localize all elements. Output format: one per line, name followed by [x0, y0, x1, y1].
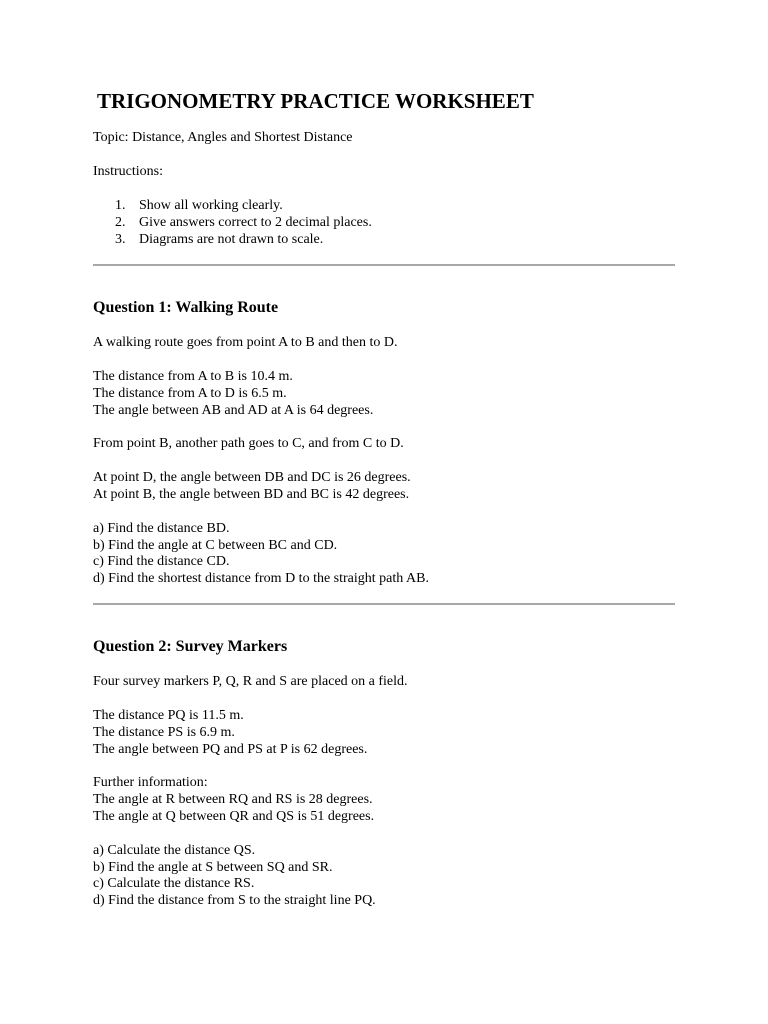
question-text: Four survey markers P, Q, R and S are placed on a field.	[93, 674, 408, 689]
topic-line: Topic: Distance, Angles and Shortest Distance	[93, 130, 353, 145]
question-part: a) Calculate the distance QS.	[93, 843, 256, 858]
question-1-heading: Question 1: Walking Route	[93, 299, 279, 316]
question-part: d) Find the distance from S to the straight line PQ.	[93, 893, 376, 908]
question-part: c) Calculate the distance RS.	[93, 876, 255, 891]
section-divider	[93, 603, 675, 605]
instructions-label: Instructions:	[93, 164, 163, 179]
section-divider	[93, 264, 675, 266]
question-text: The distance from A to B is 10.4 m.	[93, 369, 293, 384]
question-text: The angle at R between RQ and RS is 28 degrees.	[93, 792, 373, 807]
question-text: At point D, the angle between DB and DC is 26 degrees.	[93, 470, 411, 485]
question-part: a) Find the distance BD.	[93, 521, 230, 536]
question-part: b) Find the angle at S between SQ and SR.	[93, 860, 333, 875]
question-part: b) Find the angle at C between BC and CD.	[93, 538, 338, 553]
worksheet-title: TRIGONOMETRY PRACTICE WORKSHEET	[97, 89, 534, 113]
instruction-number: 3.	[115, 232, 126, 247]
question-text: The distance PS is 6.9 m.	[93, 725, 235, 740]
question-text: The angle between PQ and PS at P is 62 degrees.	[93, 742, 368, 757]
instruction-text: Show all working clearly.	[139, 198, 283, 213]
question-text: From point B, another path goes to C, and from C to D.	[93, 436, 404, 451]
instruction-text: Give answers correct to 2 decimal places.	[139, 215, 372, 230]
instruction-number: 2.	[115, 215, 126, 230]
question-2-heading: Question 2: Survey Markers	[93, 638, 288, 655]
question-text: The angle at Q between QR and QS is 51 degrees.	[93, 809, 375, 824]
instruction-text: Diagrams are not drawn to scale.	[139, 232, 324, 247]
question-part: c) Find the distance CD.	[93, 554, 230, 569]
question-text: Further information:	[93, 775, 208, 790]
question-text: The distance PQ is 11.5 m.	[93, 708, 244, 723]
question-text: At point B, the angle between BD and BC is 42 degrees.	[93, 487, 410, 502]
question-text: The distance from A to D is 6.5 m.	[93, 386, 287, 401]
instruction-item	[115, 197, 283, 214]
instruction-item	[115, 214, 372, 231]
instruction-number: 1.	[115, 198, 126, 213]
instruction-item	[115, 231, 323, 248]
question-part: d) Find the shortest distance from D to the straight path AB.	[93, 571, 429, 586]
question-text: A walking route goes from point A to B and then to D.	[93, 335, 398, 350]
question-text: The angle between AB and AD at A is 64 degrees.	[93, 403, 374, 418]
